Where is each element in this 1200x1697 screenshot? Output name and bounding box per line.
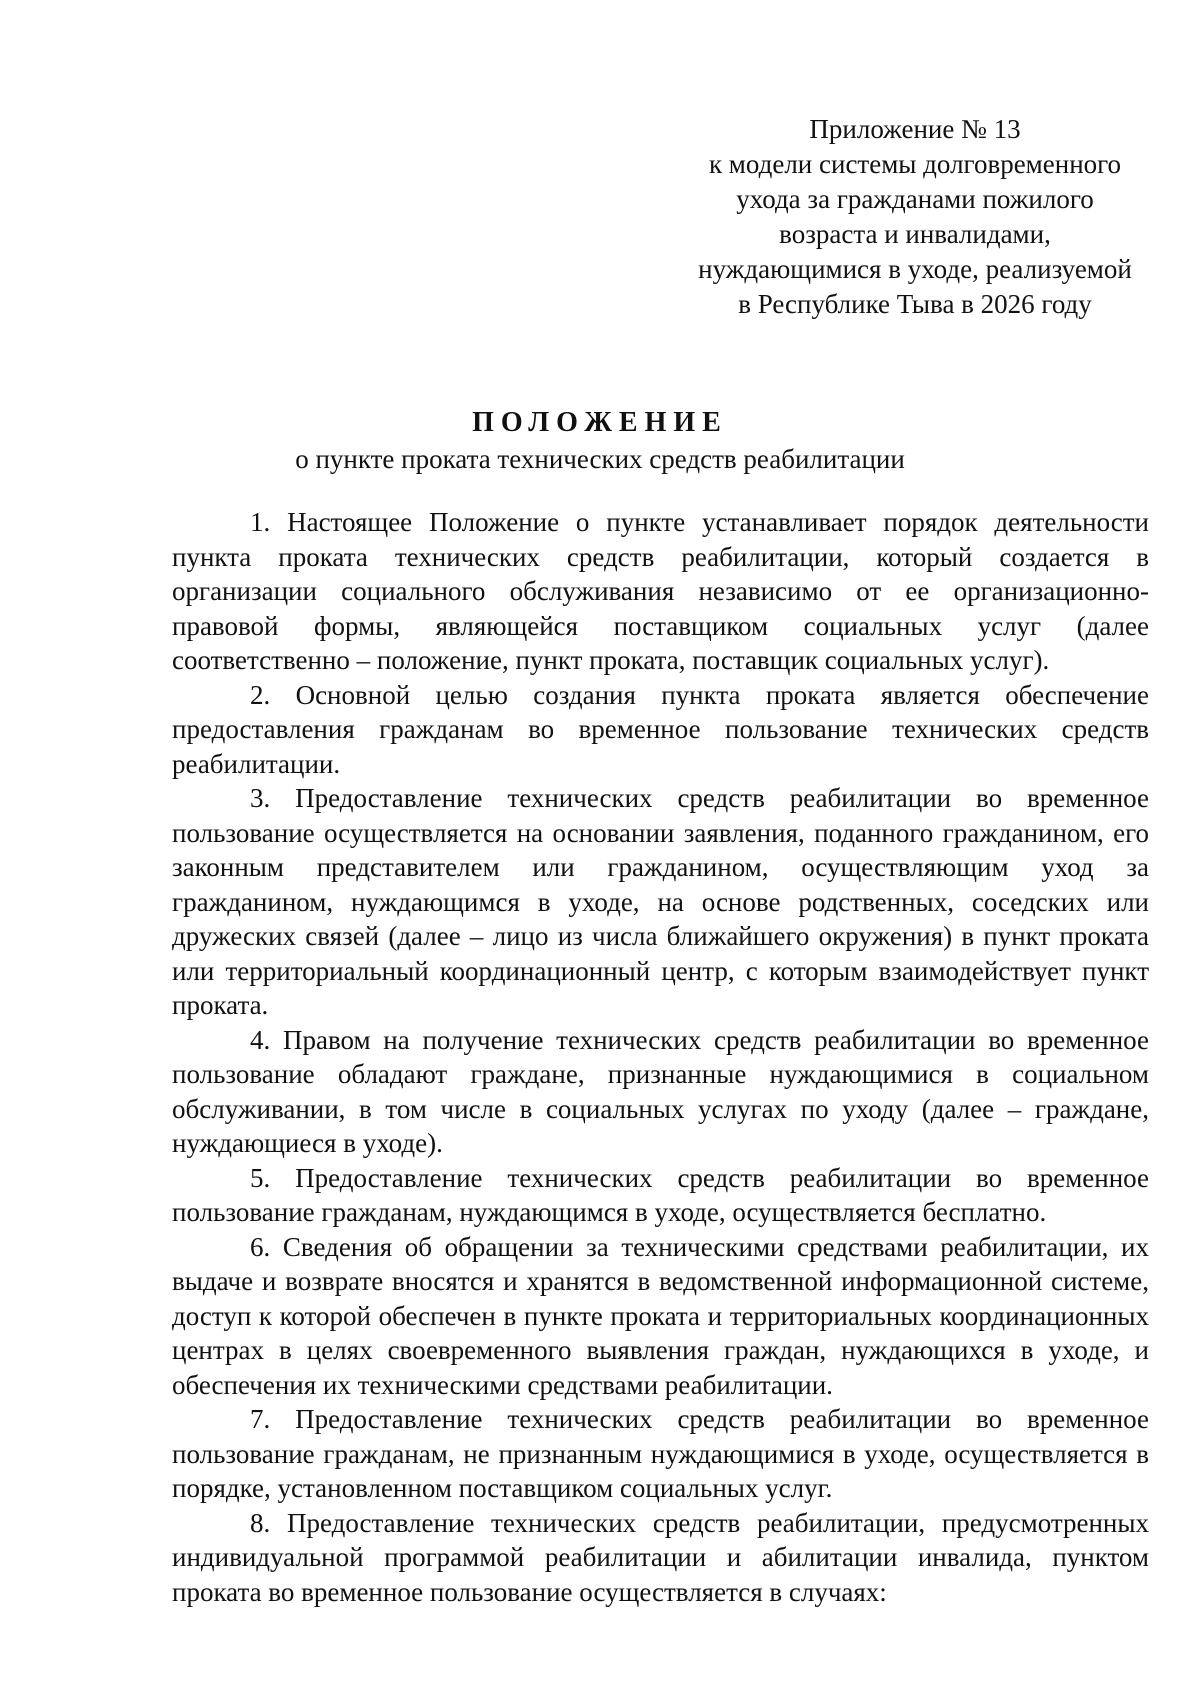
paragraph-3: 3. Предоставление технических средств реабилитации во временное пользование осуществляется на основании заявления, поданного гражданином, его законным представителем или гражданином, осуществляющим уход за гражданином, нуждающимся в уходе, на основе родственных, соседских или дружеских связей (далее – лицо из числа ближайшего окружения) в пункт проката или территориальный координационный центр, с которым взаимодействует пункт проката. — [172, 783, 1149, 1020]
appendix-block — [680, 112, 1150, 322]
appendix-line: в Республике Тыва в 2026 году — [738, 289, 1092, 319]
document-title: ПОЛОЖЕНИЕ — [472, 407, 728, 438]
paragraph-6: 6. Сведения об обращении за техническими средствами реабилитации, их выдаче и возврате вносятся и хранятся в ведомственной информационной системе, доступ к которой обеспечен в пункте проката и территориальных координационных центрах в целях своевременного выявления граждан, нуждающихся в уходе, и обеспечения их техническими средствами реабилитации. — [172, 1231, 1149, 1400]
paragraph-5: 5. Предоставление технических средств реабилитации во временное пользование гражданам, нуждающимся в уходе, осуществляется бесплатно. — [172, 1162, 1149, 1227]
appendix-line: возраста и инвалидами, — [779, 219, 1051, 249]
appendix-line: Приложение № 13 — [809, 114, 1021, 144]
paragraph-2: 2. Основной целью создания пункта проката является обеспечение предоставления гражданам во временное пользование технических средств реабилитации. — [172, 679, 1149, 779]
appendix-line: к модели системы долговременного — [708, 149, 1122, 179]
paragraph-4: 4. Правом на получение технических средств реабилитации во временное пользование обладают граждане, признанные нуждающимися в социальном обслуживании, в том числе в социальных услугах по уходу (далее – граждане, нуждающиеся в уходе). — [172, 1024, 1149, 1158]
document-subtitle: о пункте проката технических средств реабилитации — [295, 444, 905, 474]
appendix-line: нуждающимися в уходе, реализуемой — [698, 254, 1132, 284]
document-body — [172, 505, 1149, 1609]
paragraph-8: 8. Предоставление технических средств реабилитации, предусмотренных индивидуальной программой реабилитации и абилитации инвалида, пунктом проката во временное пользование осуществляется в случаях: — [172, 1507, 1149, 1607]
paragraph-1: 1. Настоящее Положение о пункте устанавливает порядок деятельности пункта проката технических средств реабилитации, который создается в организации социального обслуживания независимо от ее организационно-правовой формы, являющейся поставщиком социальных услуг (далее соответственно – положение, пункт проката, поставщик социальных услуг). — [172, 507, 1149, 675]
appendix-line: ухода за гражданами пожилого — [736, 184, 1094, 214]
paragraph-7: 7. Предоставление технических средств реабилитации во временное пользование гражданам, не признанным нуждающимися в уходе, осуществляется в порядке, установленном поставщиком социальных услуг. — [172, 1404, 1149, 1503]
